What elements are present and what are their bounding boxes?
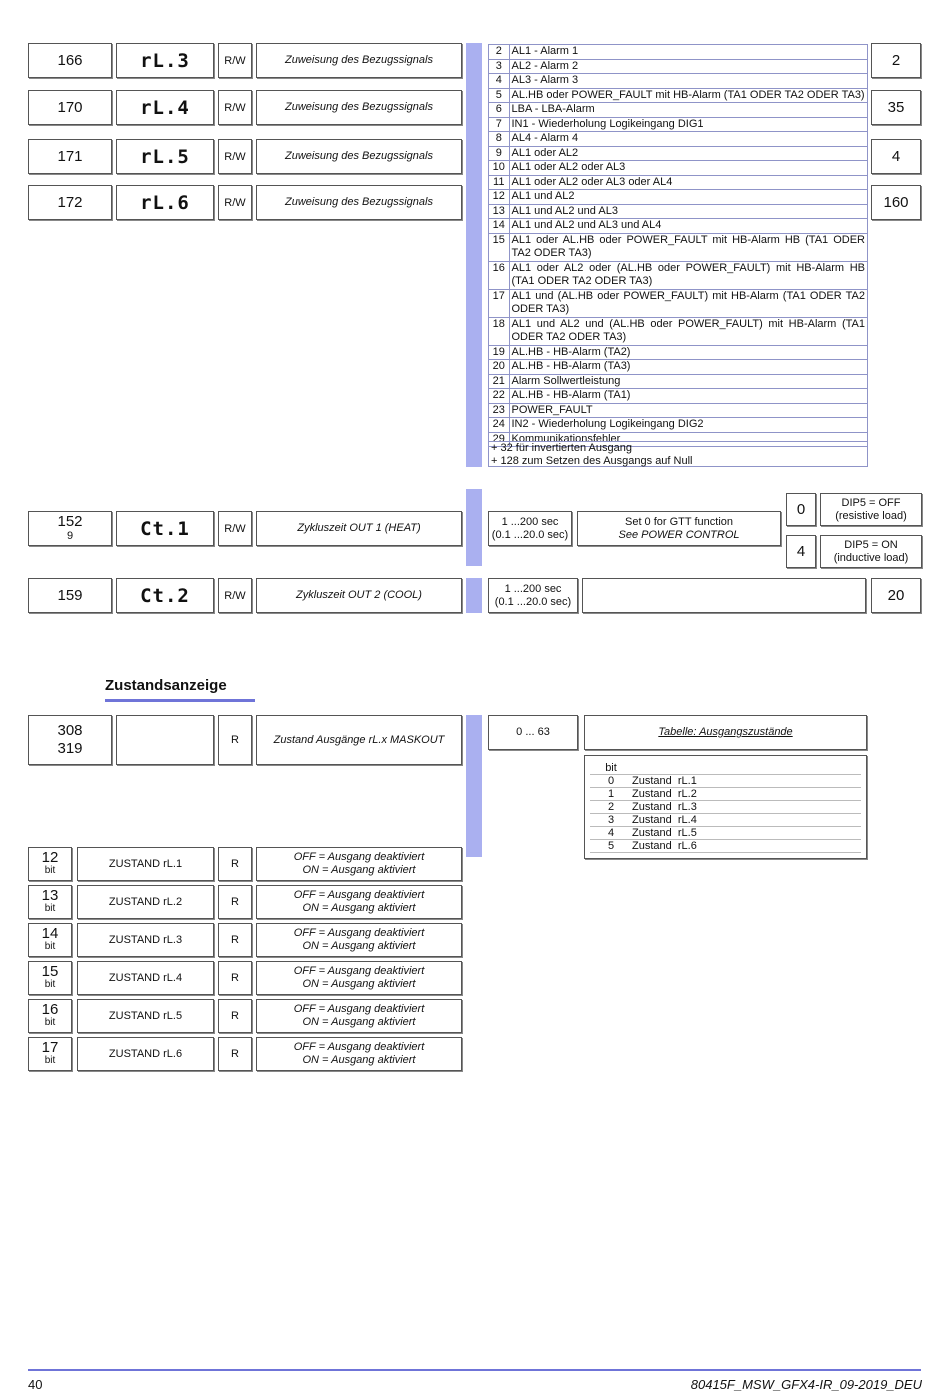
param-default-value: 20 xyxy=(887,587,905,604)
param-description-value: Zustand Ausgänge rL.x MASKOUT xyxy=(273,733,445,746)
bit-off-text: OFF = Ausgang deaktiviert xyxy=(293,1003,425,1015)
param-access-value: R/W xyxy=(224,101,246,114)
option-text: AL2 - Alarm 2 xyxy=(509,59,867,74)
param-access-value: R/W xyxy=(224,54,246,67)
param-symbol-value: rL.3 xyxy=(140,49,190,72)
bit-index: 2 xyxy=(607,801,615,813)
option-text: LBA - LBA-Alarm xyxy=(509,103,867,118)
bit-header: bit xyxy=(605,762,617,774)
option-row xyxy=(489,289,867,317)
bit-access-value: R xyxy=(231,1048,239,1060)
option-row xyxy=(489,389,867,404)
option-row xyxy=(489,117,867,132)
param-symbol xyxy=(116,511,214,546)
bit-index: 0 xyxy=(607,775,615,787)
bit-description xyxy=(256,847,462,881)
option-code: 24 xyxy=(489,418,509,433)
param-access-value: R/W xyxy=(224,150,246,163)
param-description xyxy=(256,90,462,125)
option-code: 23 xyxy=(489,403,509,418)
bit-description xyxy=(256,885,462,919)
bit-address xyxy=(28,847,72,881)
bit-description: Zustand rL.5 xyxy=(632,827,697,839)
bit-index: 1 xyxy=(607,788,615,800)
option-text: AL.HB - HB-Alarm (TA1) xyxy=(509,389,867,404)
param-description-value: Zuweisung des Bezugssignals xyxy=(285,101,433,113)
bit-index: 5 xyxy=(607,840,615,852)
accent-bar xyxy=(466,578,482,613)
param-address xyxy=(28,185,112,220)
param-description-value: Zuweisung des Bezugssignals xyxy=(285,54,433,66)
option-row xyxy=(489,88,867,103)
option-text: AL1 und AL2 und (AL.HB oder POWER_FAULT) mit HB-Alarm (TA1 ODER TA2 ODER TA3) xyxy=(509,317,867,345)
param-address-value: 171 xyxy=(57,148,83,165)
bit-address-unit: bit xyxy=(44,1017,56,1028)
option-code: 10 xyxy=(489,161,509,176)
param-symbol-value: rL.6 xyxy=(140,191,190,214)
param-default xyxy=(871,139,921,174)
param-description-value: Zuweisung des Bezugssignals xyxy=(285,150,433,162)
bit-name xyxy=(77,847,214,881)
bit-table-row xyxy=(590,827,861,840)
options-table xyxy=(488,44,868,447)
bit-description: Zustand rL.1 xyxy=(632,775,697,787)
bit-description xyxy=(256,1037,462,1071)
param-symbol-value: Ct.2 xyxy=(140,584,190,607)
option-code: 15 xyxy=(489,233,509,261)
bit-address xyxy=(28,885,72,919)
page-number xyxy=(28,1377,42,1392)
bit-name-value: ZUSTAND rL.3 xyxy=(108,933,183,946)
bit-access xyxy=(218,885,252,919)
bit-address-unit: bit xyxy=(44,979,56,990)
param-default xyxy=(871,578,921,613)
bit-off-text: OFF = Ausgang deaktiviert xyxy=(293,927,425,939)
table-reference xyxy=(584,715,867,750)
section-title-text: Zustandsanzeige xyxy=(105,677,227,694)
option-text: AL1 oder AL2 oder AL3 xyxy=(509,161,867,176)
bit-address-value: 15 xyxy=(41,963,59,980)
option-text: IN2 - Wiederholung Logikeingang DIG2 xyxy=(509,418,867,433)
param-range xyxy=(488,511,572,546)
option-code: 17 xyxy=(489,289,509,317)
bit-index: 4 xyxy=(607,827,615,839)
param-access xyxy=(218,185,252,220)
option-row xyxy=(489,175,867,190)
param-description-value: Zykluszeit OUT 2 (COOL) xyxy=(296,589,422,601)
param-default-a xyxy=(786,493,816,526)
options-list xyxy=(489,45,867,447)
param-symbol xyxy=(116,90,214,125)
option-row xyxy=(489,317,867,345)
option-row xyxy=(489,132,867,147)
option-code: 3 xyxy=(489,59,509,74)
param-range xyxy=(488,715,578,750)
option-row xyxy=(489,360,867,375)
bit-description: Zustand rL.4 xyxy=(632,814,697,826)
param-default-value: 4 xyxy=(891,148,901,165)
option-text: AL3 - Alarm 3 xyxy=(509,74,867,89)
option-row xyxy=(489,374,867,389)
accent-bar xyxy=(466,489,482,566)
param-address-value: 159 xyxy=(57,587,83,604)
bit-list xyxy=(590,775,861,853)
bit-table-row xyxy=(590,775,861,788)
bit-access xyxy=(218,847,252,881)
option-text: AL.HB oder POWER_FAULT mit HB-Alarm (TA1 ODER TA2 ODER TA3) xyxy=(509,88,867,103)
bit-name xyxy=(77,885,214,919)
option-code: 8 xyxy=(489,132,509,147)
option-code: 5 xyxy=(489,88,509,103)
option-code: 20 xyxy=(489,360,509,375)
bit-description: Zustand rL.2 xyxy=(632,788,697,800)
param-symbol-value: rL.5 xyxy=(140,145,190,168)
option-text: AL1 und AL2 und AL3 xyxy=(509,204,867,219)
param-description xyxy=(256,185,462,220)
bit-name-value: ZUSTAND rL.2 xyxy=(108,895,183,908)
option-code: 13 xyxy=(489,204,509,219)
bit-address-unit: bit xyxy=(44,1055,56,1066)
option-row xyxy=(489,261,867,289)
bit-on-text: ON = Ausgang aktiviert xyxy=(302,864,416,876)
bit-description: Zustand rL.3 xyxy=(632,801,697,813)
bit-name xyxy=(77,923,214,957)
bit-table-row xyxy=(590,840,861,853)
param-symbol-value: rL.4 xyxy=(140,96,190,119)
option-row xyxy=(489,418,867,433)
param-access xyxy=(218,715,252,765)
bit-address xyxy=(28,923,72,957)
param-range-line1: 1 ...200 sec xyxy=(501,515,559,528)
bit-table-row xyxy=(590,801,861,814)
option-text: Kommunikationsfehler xyxy=(509,432,867,447)
option-text: Alarm Sollwertleistung xyxy=(509,374,867,389)
bit-description xyxy=(256,999,462,1033)
dip-inductive-line1: DIP5 = ON xyxy=(844,538,898,551)
param-access-value: R xyxy=(231,734,239,746)
options-notes xyxy=(488,441,868,467)
param-symbol xyxy=(116,43,214,78)
option-text: AL1 oder AL.HB oder POWER_FAULT mit HB-Alarm HB (TA1 ODER TA2 ODER TA3) xyxy=(509,233,867,261)
option-row xyxy=(489,59,867,74)
bit-address-unit: bit xyxy=(44,941,56,952)
document-id-text: 80415F_MSW_GFX4-IR_09-2019_DEU xyxy=(690,1377,922,1392)
accent-bar xyxy=(466,715,482,857)
bit-address xyxy=(28,961,72,995)
bit-access-value: R xyxy=(231,934,239,946)
dip-resistive-line1: DIP5 = OFF xyxy=(841,496,901,509)
option-code: 29 xyxy=(489,432,509,447)
param-address-value: 308 xyxy=(57,722,83,739)
page-number-text: 40 xyxy=(28,1377,43,1392)
param-access-value: R/W xyxy=(224,589,246,602)
param-access xyxy=(218,139,252,174)
bit-address xyxy=(28,1037,72,1071)
param-address-value-2: 319 xyxy=(57,740,83,757)
option-code: 22 xyxy=(489,389,509,404)
bit-table-row xyxy=(590,788,861,801)
bit-name-value: ZUSTAND rL.1 xyxy=(108,857,183,870)
option-text: AL1 und AL2 xyxy=(509,190,867,205)
bit-name-value: ZUSTAND rL.5 xyxy=(108,1009,183,1022)
option-code: 11 xyxy=(489,175,509,190)
bit-access xyxy=(218,923,252,957)
param-range-line2: (0.1 ...20.0 sec) xyxy=(494,595,572,608)
bit-name-value: ZUSTAND rL.4 xyxy=(108,971,183,984)
param-address-value: 172 xyxy=(57,194,83,211)
param-default-a-value: 0 xyxy=(796,501,806,518)
param-description xyxy=(256,43,462,78)
bit-table-header xyxy=(590,762,861,775)
param-description xyxy=(256,139,462,174)
option-text: AL1 und AL2 und AL3 und AL4 xyxy=(509,219,867,234)
param-default-value: 35 xyxy=(887,99,905,116)
param-default xyxy=(871,185,921,220)
bit-access-value: R xyxy=(231,1010,239,1022)
param-default xyxy=(871,43,921,78)
option-code: 21 xyxy=(489,374,509,389)
param-symbol-value: Ct.1 xyxy=(140,517,190,540)
param-default xyxy=(871,90,921,125)
bit-off-text: OFF = Ausgang deaktiviert xyxy=(293,889,425,901)
param-default-value: 2 xyxy=(891,52,901,69)
param-symbol xyxy=(116,139,214,174)
accent-bar xyxy=(466,43,482,467)
option-row xyxy=(489,103,867,118)
option-text: AL.HB - HB-Alarm (TA2) xyxy=(509,345,867,360)
bit-index: 3 xyxy=(607,814,615,826)
bit-table xyxy=(584,755,867,859)
option-code: 16 xyxy=(489,261,509,289)
param-address-value: 152 xyxy=(57,512,83,530)
param-address xyxy=(28,715,112,765)
option-text: AL4 - Alarm 4 xyxy=(509,132,867,147)
param-symbol xyxy=(116,185,214,220)
option-code: 7 xyxy=(489,117,509,132)
param-range-line1: 1 ...200 sec xyxy=(504,582,562,595)
bit-table-row xyxy=(590,814,861,827)
param-description-value: Zuweisung des Bezugssignals xyxy=(285,196,433,208)
bit-name xyxy=(77,999,214,1033)
options-note-invert: + 32 für invertierten Ausgang xyxy=(491,442,632,454)
option-text: POWER_FAULT xyxy=(509,403,867,418)
bit-description: Zustand rL.6 xyxy=(632,840,697,852)
bit-access xyxy=(218,1037,252,1071)
param-range-value: 0 ... 63 xyxy=(516,726,550,738)
option-text: AL.HB - HB-Alarm (TA3) xyxy=(509,360,867,375)
param-default-value: 160 xyxy=(883,194,909,211)
param-access-value: R/W xyxy=(224,196,246,209)
param-address xyxy=(28,511,112,546)
param-address xyxy=(28,139,112,174)
option-row xyxy=(489,345,867,360)
dip-inductive-line2: (inductive load) xyxy=(833,551,909,564)
bit-address-value: 12 xyxy=(41,849,59,866)
bit-access-value: R xyxy=(231,972,239,984)
option-row xyxy=(489,74,867,89)
bit-access xyxy=(218,999,252,1033)
option-code: 2 xyxy=(489,45,509,59)
option-row xyxy=(489,146,867,161)
param-description xyxy=(256,715,462,765)
option-text: AL1 und (AL.HB oder POWER_FAULT) mit HB-Alarm (TA1 ODER TA2 ODER TA3) xyxy=(509,289,867,317)
section-underline xyxy=(105,699,255,702)
param-default-b-value: 4 xyxy=(796,543,806,560)
bit-address-value: 16 xyxy=(41,1001,59,1018)
option-code: 18 xyxy=(489,317,509,345)
option-row xyxy=(489,219,867,234)
param-description xyxy=(256,511,462,546)
bit-access-value: R xyxy=(231,858,239,870)
bit-on-text: ON = Ausgang aktiviert xyxy=(302,978,416,990)
bit-off-text: OFF = Ausgang deaktiviert xyxy=(293,851,425,863)
dip-resistive xyxy=(820,493,922,526)
bit-on-text: ON = Ausgang aktiviert xyxy=(302,902,416,914)
bit-address-unit: bit xyxy=(44,903,56,914)
option-code: 14 xyxy=(489,219,509,234)
option-code: 12 xyxy=(489,190,509,205)
document-id xyxy=(691,1377,922,1392)
option-row xyxy=(489,190,867,205)
bit-address-unit: bit xyxy=(44,865,56,876)
option-text: AL1 - Alarm 1 xyxy=(509,45,867,59)
param-symbol-empty xyxy=(116,715,214,765)
section-title xyxy=(105,677,265,694)
param-access xyxy=(218,511,252,546)
bit-name xyxy=(77,961,214,995)
param-note-empty xyxy=(582,578,866,613)
param-description-value: Zykluszeit OUT 1 (HEAT) xyxy=(297,522,421,534)
param-address xyxy=(28,90,112,125)
option-code: 6 xyxy=(489,103,509,118)
option-text: AL1 oder AL2 oder (AL.HB oder POWER_FAULT) mit HB-Alarm HB (TA1 ODER TA2 ODER TA3) xyxy=(509,261,867,289)
bit-access-value: R xyxy=(231,896,239,908)
bit-address-value: 13 xyxy=(41,887,59,904)
param-access xyxy=(218,43,252,78)
param-description xyxy=(256,578,462,613)
footer-rule xyxy=(28,1369,921,1371)
bit-address-value: 14 xyxy=(41,925,59,942)
option-row xyxy=(489,233,867,261)
bit-address-value: 17 xyxy=(41,1039,59,1056)
param-default-b xyxy=(786,535,816,568)
bit-off-text: OFF = Ausgang deaktiviert xyxy=(293,1041,425,1053)
bit-on-text: ON = Ausgang aktiviert xyxy=(302,1054,416,1066)
options-note-zero: + 128 zum Setzen des Ausgangs auf Null xyxy=(491,455,693,467)
bit-address xyxy=(28,999,72,1033)
param-note-line1: Set 0 for GTT function xyxy=(624,515,733,528)
param-range xyxy=(488,578,578,613)
option-text: AL1 oder AL2 xyxy=(509,146,867,161)
option-row xyxy=(489,45,867,59)
dip-inductive xyxy=(820,535,922,568)
param-note xyxy=(577,511,781,546)
option-code: 19 xyxy=(489,345,509,360)
param-symbol xyxy=(116,578,214,613)
option-text: IN1 - Wiederholung Logikeingang DIG1 xyxy=(509,117,867,132)
bit-description xyxy=(256,961,462,995)
param-access-value: R/W xyxy=(224,522,246,535)
dip-resistive-line2: (resistive load) xyxy=(835,509,907,522)
param-address-value: 166 xyxy=(57,52,83,69)
param-access xyxy=(218,578,252,613)
bit-on-text: ON = Ausgang aktiviert xyxy=(302,940,416,952)
bit-name xyxy=(77,1037,214,1071)
table-reference-text: Tabelle: Ausgangszustände xyxy=(658,726,793,738)
param-address-value: 170 xyxy=(57,99,83,116)
param-note-line2: See POWER CONTROL xyxy=(618,528,740,541)
param-address xyxy=(28,578,112,613)
option-row xyxy=(489,403,867,418)
option-row xyxy=(489,204,867,219)
param-address xyxy=(28,43,112,78)
bit-on-text: ON = Ausgang aktiviert xyxy=(302,1016,416,1028)
option-text: AL1 oder AL2 oder AL3 oder AL4 xyxy=(509,175,867,190)
bit-access xyxy=(218,961,252,995)
bit-name-value: ZUSTAND rL.6 xyxy=(108,1047,183,1060)
param-address-sub: 9 xyxy=(66,529,74,542)
bit-description xyxy=(256,923,462,957)
param-access xyxy=(218,90,252,125)
param-range-line2: (0.1 ...20.0 sec) xyxy=(491,528,569,541)
option-row xyxy=(489,161,867,176)
option-code: 4 xyxy=(489,74,509,89)
option-code: 9 xyxy=(489,146,509,161)
bit-off-text: OFF = Ausgang deaktiviert xyxy=(293,965,425,977)
